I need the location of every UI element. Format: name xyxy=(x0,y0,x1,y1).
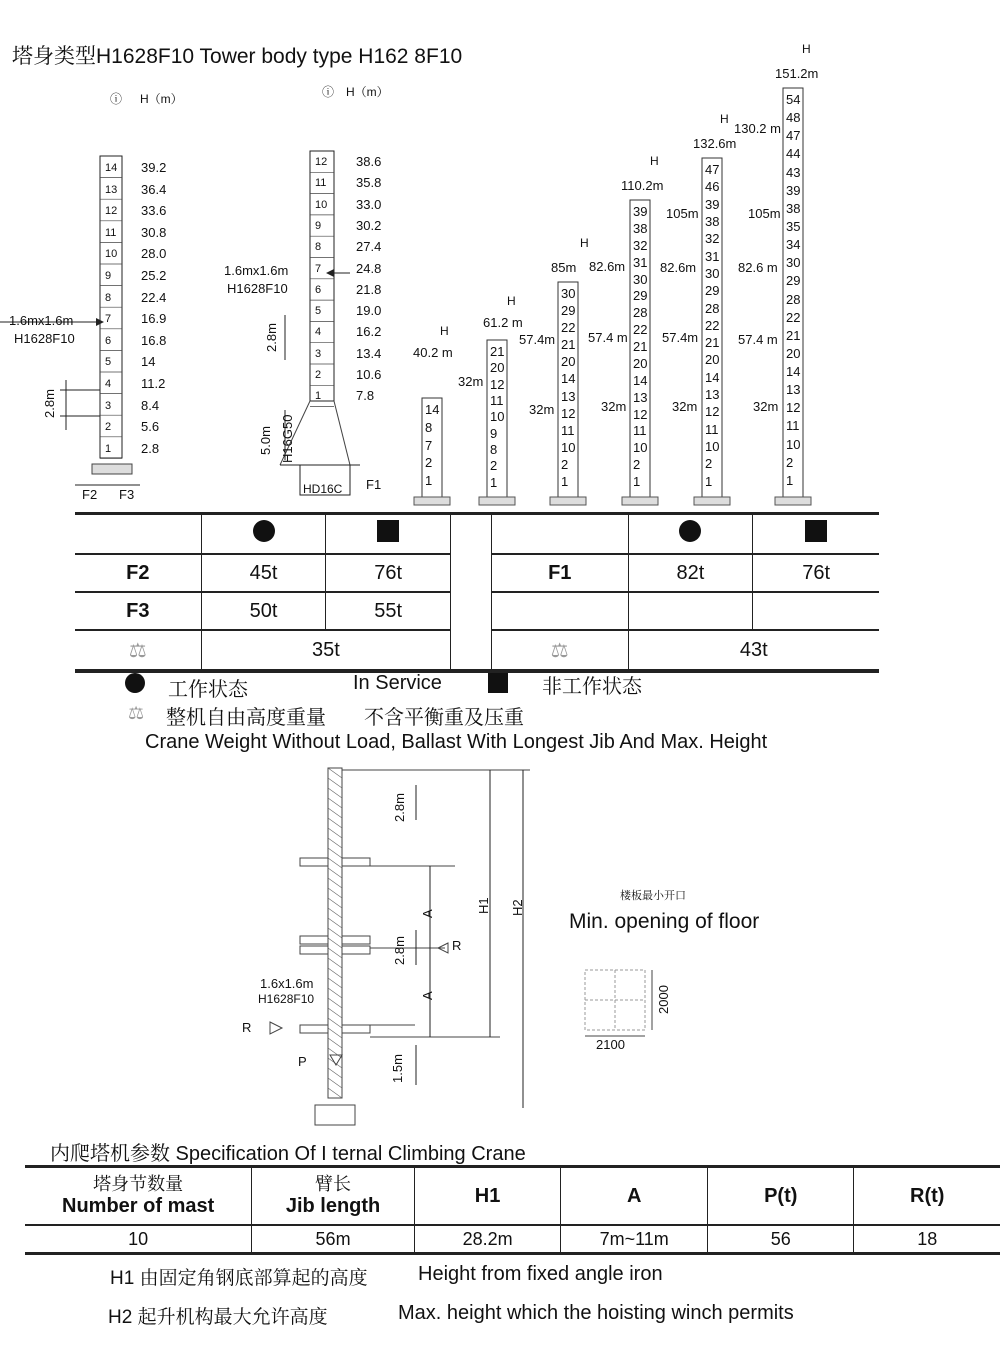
a-value: 7m~11m xyxy=(561,1225,708,1254)
tower-section-number: 30 xyxy=(705,265,720,281)
tower-section-number: 30 xyxy=(561,286,576,301)
weight-right: 43t xyxy=(628,630,879,671)
tower-section-number: 44 xyxy=(786,146,801,162)
tower-1-height: 14 xyxy=(141,354,156,370)
tower-1-section-number: 10 xyxy=(105,248,118,261)
tower-2-section-number: 2 xyxy=(315,369,322,381)
tower-1-height: 36.4 xyxy=(141,181,167,197)
jib-length: 32m xyxy=(753,399,779,414)
hook-h-label: H xyxy=(720,112,729,126)
tower-section-number: 29 xyxy=(705,283,720,299)
section-height-mid: 2.8m xyxy=(392,936,407,965)
spec-title: 内爬塔机参数 Specification Of I ternal Climbing Crane xyxy=(50,1143,526,1165)
r-label-mid: R xyxy=(452,938,462,953)
jib-length-value: 56m xyxy=(252,1225,415,1254)
tower-2-section-number: 3 xyxy=(315,347,322,360)
jib-length: 82.6m xyxy=(660,260,697,275)
tower-section-number: 14 xyxy=(786,364,801,380)
tower-section-number: 28 xyxy=(786,291,801,307)
tower-1-height: 30.8 xyxy=(141,224,167,240)
tower-1-height: 28.0 xyxy=(141,246,167,262)
jib-length: 32m xyxy=(672,399,698,414)
f2-in-service: 45t xyxy=(201,554,326,592)
mast-count-header: 塔身节数量 Number of mast xyxy=(25,1167,252,1226)
h1-label: H1 xyxy=(476,897,491,914)
tower-1-force-f2: F2 xyxy=(82,487,98,502)
tower-section-number: 2 xyxy=(786,454,794,470)
tower-section-number: 11 xyxy=(561,422,575,438)
tower-2-mast-label: 1.6mx1.6m xyxy=(224,263,289,278)
tower-1-height: 22.4 xyxy=(141,289,167,305)
tower-1-mast-label: 1.6mx1.6m xyxy=(9,313,74,328)
tower-section-number: 1 xyxy=(633,474,641,490)
tower-section-number: 13 xyxy=(633,389,648,405)
tower-1-mast-type: H1628F10 xyxy=(14,331,75,346)
p-value: 56 xyxy=(708,1225,854,1254)
tower-2-height: 35.8 xyxy=(356,175,382,191)
tower-height: 151.2m xyxy=(775,66,819,81)
tower-2-height: 19.0 xyxy=(356,303,382,319)
tower-section-number: 2 xyxy=(633,457,641,473)
tower-section-number: 20 xyxy=(633,355,648,371)
hook-h-label: H xyxy=(650,154,659,168)
tower-section-number: 38 xyxy=(786,200,801,216)
tower-section-number: 10 xyxy=(705,439,720,455)
tower-section-number: 2 xyxy=(490,458,498,474)
tower-section-number: 12 xyxy=(705,404,720,420)
note-h2-zh: H2 起升机构最大允许高度 xyxy=(108,1307,328,1328)
tower-section-number: 1 xyxy=(705,473,713,489)
tower-base xyxy=(622,497,658,505)
tower-section-number: 11 xyxy=(490,393,504,408)
tower-section-number: 34 xyxy=(786,237,801,253)
jib-length: 32m xyxy=(529,402,555,417)
r-label-left: R xyxy=(242,1020,252,1035)
tower-section-number: 11 xyxy=(786,418,800,434)
tower-2-section-number: 5 xyxy=(315,305,322,318)
hook-h-label: H xyxy=(580,236,589,250)
tower-section-number: 10 xyxy=(490,409,505,425)
tower-section-number: 10 xyxy=(786,436,801,452)
tower-section-number: 14 xyxy=(633,372,648,388)
tower-section-number: 10 xyxy=(561,439,576,455)
tower-height: 40.2 m xyxy=(413,345,453,360)
tower-section-number: 13 xyxy=(705,387,720,403)
tower-1-section-number: 7 xyxy=(105,313,112,326)
weight-icon: ⚖ xyxy=(75,630,201,671)
tower-section-number: 21 xyxy=(490,344,505,359)
jib-length: 105m xyxy=(666,206,699,221)
tower-1-section-number: 4 xyxy=(105,378,112,390)
tower-section-number: 32 xyxy=(705,231,720,247)
f3-in-service: 50t xyxy=(201,592,326,630)
tower-section-number: 2 xyxy=(425,455,433,471)
tower-2-section-number: 12 xyxy=(315,156,328,168)
hook-height-label: H（m） xyxy=(140,92,183,106)
floor-opening-width: 2100 xyxy=(596,1037,625,1052)
jib-length: 57.4m xyxy=(662,330,699,345)
tower-2-height: 33.0 xyxy=(356,196,382,212)
tower-1-force-f3: F3 xyxy=(119,487,135,502)
tower-2-section-number: 7 xyxy=(315,262,322,275)
tower-section-number: 29 xyxy=(633,288,648,304)
weight-en: Crane Weight Without Load, Ballast With Longest Jib And Max. Height xyxy=(145,731,768,753)
hook-height-label-2: H（m） xyxy=(346,85,389,99)
tower-section-number: 38 xyxy=(633,220,648,236)
tower-section-number: 32 xyxy=(633,237,648,253)
tower-section-number: 20 xyxy=(561,354,576,370)
tower-base xyxy=(550,497,586,505)
tower-section-number: 11 xyxy=(705,421,719,437)
section-height-top: 2.8m xyxy=(392,793,407,822)
tower-height: 61.2 m xyxy=(483,315,523,330)
out-service-icon xyxy=(753,514,879,555)
floor-opening-title-en: Min. opening of floor xyxy=(569,910,760,933)
tower-section-number: 20 xyxy=(705,352,720,368)
tower-section-number: 12 xyxy=(561,405,576,421)
jib-length: 82.6 m xyxy=(738,260,778,275)
tower-section-number: 14 xyxy=(705,369,720,385)
a-header: A xyxy=(561,1167,708,1226)
hook-icon: ⓘ xyxy=(110,92,123,106)
tower-section-number: 2 xyxy=(561,456,569,472)
tower-2-mast-type: H1628F10 xyxy=(227,281,288,296)
tower-base xyxy=(775,497,811,505)
tower-section-number: 10 xyxy=(633,440,648,456)
tower-2-force-f1: F1 xyxy=(366,477,382,492)
note-h2-en: Max. height which the hoisting winch permits xyxy=(398,1302,794,1324)
tower-section-number: 46 xyxy=(705,179,720,195)
tower-section-number: 21 xyxy=(705,335,720,351)
page-title: 塔身类型H1628F10 Tower body type H162 8F10 xyxy=(12,45,463,68)
tower-1-section-number: 3 xyxy=(105,399,112,412)
tower-section-number: 8 xyxy=(425,419,433,435)
out-service-zh: 非工作状态 xyxy=(542,676,642,698)
tower-section-number: 12 xyxy=(490,376,505,392)
tower-height: 132.6m xyxy=(693,136,737,151)
tower-1-section-number: 6 xyxy=(105,334,112,347)
tower-section-number: 20 xyxy=(490,360,505,376)
tower-section-number: 22 xyxy=(561,320,576,336)
tower-2-height: 13.4 xyxy=(356,345,382,361)
tower-1-height: 25.2 xyxy=(141,268,167,283)
spec-table xyxy=(25,1165,1000,1255)
f1-in-service: 82t xyxy=(628,554,753,592)
out-service-icon xyxy=(326,514,451,555)
tower-section-number: 30 xyxy=(786,255,801,271)
jib-length: 57.4m xyxy=(519,332,556,347)
tower-section-number: 28 xyxy=(633,305,648,321)
tower-section-number: 21 xyxy=(561,337,576,353)
tower-1-height: 8.4 xyxy=(141,397,160,413)
mast-count-value: 10 xyxy=(25,1225,252,1254)
tower-height: 130.2 m xyxy=(734,121,781,136)
tower-1-height: 39.2 xyxy=(141,160,167,175)
tower-section-number: 35 xyxy=(786,218,801,234)
tower-section-number: 13 xyxy=(786,382,801,398)
tower-section-number: 30 xyxy=(633,271,648,287)
f3-out-service: 55t xyxy=(326,592,451,630)
tower-1-section-number: 5 xyxy=(105,356,112,369)
note-h1-zh: H1 由固定角钢底部算起的高度 xyxy=(110,1268,368,1289)
tower-section-number: 31 xyxy=(705,248,720,264)
tower-section-number: 1 xyxy=(490,474,498,490)
note-h1-en: Height from fixed angle iron xyxy=(418,1263,663,1285)
hook-icon: ⓘ xyxy=(322,85,335,99)
tower-section-number: 1 xyxy=(561,473,569,489)
tower-section-number: 22 xyxy=(633,322,648,338)
load-table xyxy=(75,512,879,673)
tower-section-number: 14 xyxy=(425,402,440,417)
tower-1-section-number: 2 xyxy=(105,421,112,434)
tower-section-number: 39 xyxy=(705,196,720,212)
jib-length-header: 臂长 Jib length xyxy=(252,1167,415,1226)
jib-length: 57.4 m xyxy=(738,332,778,347)
in-service-icon xyxy=(628,514,753,555)
tower-section-number: 8 xyxy=(490,442,498,457)
jib-length: 32m xyxy=(458,374,484,389)
tower-2-base-label: HD16C xyxy=(303,482,343,496)
tower-2-section-number: 4 xyxy=(315,326,322,339)
climb-mast-label: 1.6x1.6m xyxy=(260,976,314,991)
tower-1-section-number: 9 xyxy=(105,270,112,282)
tower-1-height: 16.8 xyxy=(141,332,167,348)
tower-section-number: 47 xyxy=(786,128,801,144)
tower-2-section-number: 9 xyxy=(315,219,322,232)
tower-section-number: 20 xyxy=(786,345,801,361)
tower-1-section-number: 8 xyxy=(105,291,112,304)
jib-length: 57.4 m xyxy=(588,330,628,345)
tower-2-section-number: 8 xyxy=(315,241,322,254)
tower-section-number: 29 xyxy=(786,273,801,289)
tower-2-height: 38.6 xyxy=(356,154,382,169)
tower-section-number: 31 xyxy=(633,254,648,270)
in-service-icon xyxy=(201,514,326,555)
in-service-zh: 工作状态 xyxy=(168,679,248,701)
a-label-bottom: A xyxy=(420,991,435,1000)
tower-2-base-type: H16G50 xyxy=(280,414,295,463)
tower-section-number: 2 xyxy=(705,456,713,472)
tower-section-number: 54 xyxy=(786,92,801,107)
h1-header: H1 xyxy=(414,1167,561,1226)
tower-1-section-number: 13 xyxy=(105,183,118,196)
f3-label: F3 xyxy=(75,592,201,630)
jib-length: 82.6m xyxy=(589,259,626,274)
tower-base xyxy=(414,497,450,505)
tower-1-section-height: 2.8m xyxy=(42,389,57,418)
tower-section-number: 14 xyxy=(561,371,576,387)
tower-2-section-height: 2.8m xyxy=(264,323,279,352)
jib-length: 105m xyxy=(748,206,781,221)
weight-left: 35t xyxy=(201,630,450,671)
weight-symbol: ⚖ xyxy=(128,703,145,723)
tower-1-height: 11.2 xyxy=(141,376,166,391)
hook-h-label: H xyxy=(802,42,811,56)
tower-1-section-number: 11 xyxy=(105,226,117,239)
tower-section-number: 39 xyxy=(786,182,801,198)
tower-height: 85m xyxy=(551,260,577,275)
tower-section-number: 1 xyxy=(425,473,433,489)
tower-section-number: 22 xyxy=(786,309,801,325)
floor-opening-title-zh: 楼板最小开口 xyxy=(620,890,686,902)
tower-section-number: 22 xyxy=(705,317,720,333)
tower-2-height: 21.8 xyxy=(356,281,382,297)
tower-2-height: 7.8 xyxy=(356,388,375,404)
climbing-drawing xyxy=(230,760,550,1140)
h2-label: H2 xyxy=(510,899,525,916)
tower-section-number: 9 xyxy=(490,425,498,441)
f2-label: F2 xyxy=(75,554,201,592)
tower-section-number: 11 xyxy=(633,423,647,439)
f2-out-service: 76t xyxy=(326,554,451,592)
weight-icon: ⚖ xyxy=(491,630,628,671)
tower-1-height: 16.9 xyxy=(141,311,167,327)
tower-section-number: 12 xyxy=(633,406,648,422)
tower-section-number: 39 xyxy=(633,204,648,219)
tower-section-number: 43 xyxy=(786,164,801,180)
tower-2-section-number: 6 xyxy=(315,283,322,296)
tower-2-section-number: 1 xyxy=(315,390,322,403)
tower-height: 110.2m xyxy=(621,178,664,193)
weight-note-zh: 不含平衡重及压重 xyxy=(364,707,524,729)
tower-base xyxy=(694,497,730,505)
tower-2-height: 30.2 xyxy=(356,217,382,233)
floor-opening-depth: 2000 xyxy=(656,985,671,1014)
tower-1-section-number: 14 xyxy=(105,162,118,174)
tower-base xyxy=(479,497,515,505)
tower-series-drawing xyxy=(400,80,830,510)
tower-section-number: 7 xyxy=(425,437,433,453)
tower-2-height: 27.4 xyxy=(356,239,382,255)
weight-zh: 整机自由高度重量 xyxy=(166,707,326,729)
in-service-symbol xyxy=(125,673,145,693)
r-header: R(t) xyxy=(854,1167,1000,1226)
out-service-symbol xyxy=(488,673,508,693)
tower-1-height: 2.8 xyxy=(141,440,160,456)
tower-section-number: 12 xyxy=(786,400,801,416)
tower-section-number: 28 xyxy=(705,300,720,316)
tower-2-height: 24.8 xyxy=(356,260,382,276)
tower-1-section-number: 12 xyxy=(105,205,118,218)
tower-2-section-number: 10 xyxy=(315,198,328,211)
bottom-gap: 1.5m xyxy=(390,1054,405,1083)
p-label: P xyxy=(298,1054,307,1069)
jib-length: 32m xyxy=(601,399,627,414)
p-header: P(t) xyxy=(708,1167,854,1226)
tower-1-section-number: 1 xyxy=(105,442,112,455)
tower-section-number: 13 xyxy=(561,388,576,404)
hook-h-label: H xyxy=(440,324,449,338)
tower-section-number: 1 xyxy=(786,472,794,488)
tower-2-height: 16.2 xyxy=(356,324,382,340)
hook-h-label: H xyxy=(507,294,516,308)
tower-2-section-number: 11 xyxy=(315,177,327,190)
h1-value: 28.2m xyxy=(414,1225,561,1254)
tower-1-drawing xyxy=(0,150,200,510)
a-label-top: A xyxy=(420,909,435,918)
f1-out-service: 76t xyxy=(753,554,879,592)
tower-section-number: 21 xyxy=(786,327,801,343)
tower-2-base-height: 5.0m xyxy=(258,426,273,455)
climb-mast-type: H1628F10 xyxy=(258,992,315,1006)
tower-section-number: 21 xyxy=(633,339,648,355)
tower-section-number: 38 xyxy=(705,213,720,229)
tower-section-number: 48 xyxy=(786,110,801,126)
tower-1-height: 33.6 xyxy=(141,203,167,219)
in-service-en: In Service xyxy=(353,672,442,694)
tower-1-height: 5.6 xyxy=(141,419,160,435)
tower-section-number: 47 xyxy=(705,162,720,177)
r-value: 18 xyxy=(854,1225,1000,1254)
tower-section-number: 29 xyxy=(561,303,576,319)
f1-label: F1 xyxy=(491,554,628,592)
tower-2-height: 10.6 xyxy=(356,367,382,382)
